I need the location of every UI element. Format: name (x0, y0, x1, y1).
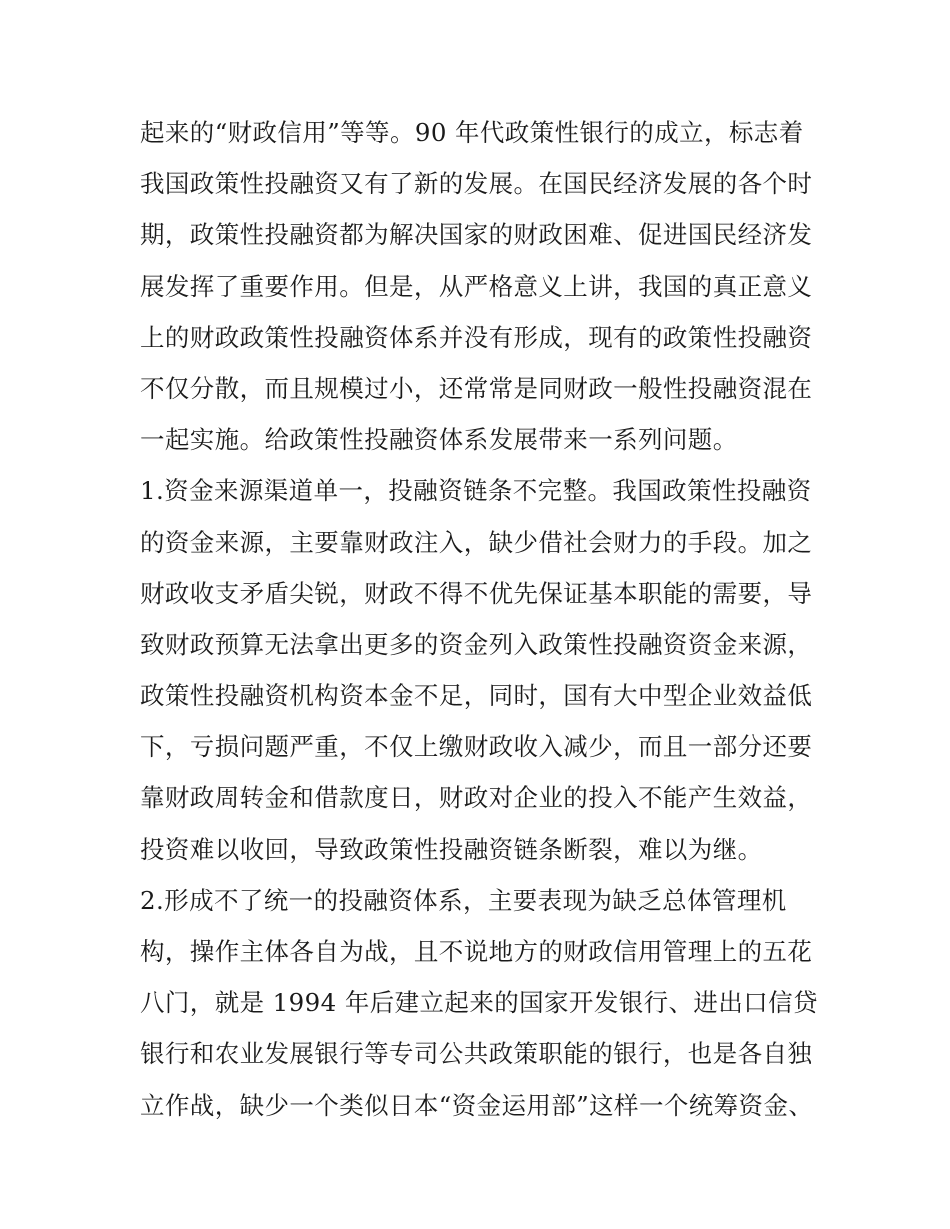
text-line: 致财政预算无法拿出更多的资金列入政策性投融资资金来源， (140, 629, 813, 659)
text-line: 投资难以收回，导致政策性投融资链条断裂，难以为继。 (140, 834, 763, 864)
text-line: 我国政策性投融资又有了新的发展。在国民经济发展的各个时 (140, 169, 813, 199)
text-line: 八门，就是 1994 年后建立起来的国家开发银行、进出口信贷 (140, 988, 818, 1018)
text-line: 一起实施。给政策性投融资体系发展带来一系列问题。 (140, 425, 738, 455)
text-line: 上的财政政策性投融资体系并没有形成，现有的政策性投融资 (140, 322, 813, 352)
text-line: 展发挥了重要作用。但是，从严格意义上讲，我国的真正意义 (140, 271, 813, 301)
text-line: 银行和农业发展银行等专司公共政策职能的银行，也是各自独 (140, 1039, 813, 1069)
text-line: 政策性投融资机构资本金不足，同时，国有大中型企业效益低 (140, 681, 813, 711)
text-line: 的资金来源，主要靠财政注入，缺少借社会财力的手段。加之 (140, 527, 813, 557)
text-line: 立作战，缺少一个类似日本“资金运用部”这样一个统筹资金、 (140, 1090, 814, 1120)
text-line: 构，操作主体各自为战，且不说地方的财政信用管理上的五花 (140, 937, 813, 966)
text-line: 期，政策性投融资都为解决国家的财政困难、促进国民经济发 (140, 220, 813, 250)
text-line: 不仅分散，而且规模过小，还常常是同财政一般性投融资混在 (140, 373, 813, 403)
text-line: 财政收支矛盾尖锐，财政不得不优先保证基本职能的需要，导 (140, 578, 813, 608)
text-line: 下，亏损问题严重，不仅上缴财政收入减少，而且一部分还要 (140, 732, 813, 762)
text-line: 起来的“财政信用”等等。90 年代政策性银行的成立，标志着 (140, 118, 804, 147)
list-item-1-line: 1.资金来源渠道单一，投融资链条不完整。我国政策性投融资 (140, 476, 812, 506)
body-text (140, 107, 820, 1131)
text-line: 靠财政周转金和借款度日，财政对企业的投入不能产生效益， (140, 783, 813, 813)
list-item-2-line: 2.形成不了统一的投融资体系，主要表现为缺乏总体管理机 (140, 885, 787, 915)
